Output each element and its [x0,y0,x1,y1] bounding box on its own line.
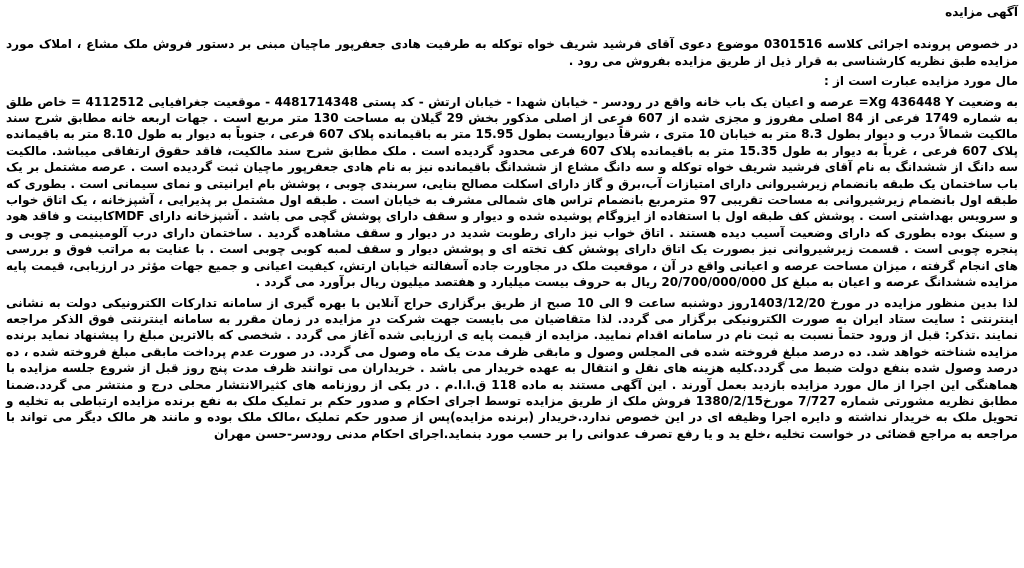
auction-notice-document [6,4,1018,442]
intro-paragraph: در خصوص پرونده اجرائی کلاسه 0301516 موضوع دعوی آقای فرشید شریف خواه توکله به طرفیت هادی جعفرپور ماچیان مبنی بر دستور فروش ملک مشاع ، املاک مورد مزایده طبق نظریه کارشناسی به قرار ذیل از طریق مزایده بفروش می رود . [6,37,1018,68]
property-description-paragraph: به وضعیت Xg 436448 Y= عرصه و اعیان یک باب خانه واقع در رودسر - خیابان شهدا - خیابان ارتش - کد پستی 4481714348 - موقعیت جغرافیایی 4112512 = خاص طلق به شماره 1749 فرعی از 84 اصلی مفروز و مجزی شده از 607 فرعی از اصلی مذکور بخش 29 گیلان به مساحت 130 متر مربع است . جهات اربعه خانه مطابق شرح سند مالکیت شمالاً درب و دیوار بطول 8.3 متر به خیابان 10 متری ، شرقاً دیواریست بطول 15.95 متر به باقیمانده پلاک 607 فرعی ، جنوباً به دیوار به طول 8.10 متر به باقیمانده پلاک 607 فرعی ، غرباً به دیوار به طول 15.35 متر به باقیمانده پلاک 607 فرعی محدود گردیده است . ملک مطابق شرح سند مالکیت، فاقد حقوق ارتفاقی میباشد. مالکیت سه دانگ از ششدانگ به نام آقای فرشید شریف خواه توکله و سه دانگ مشاع از ششدانگ باقیمانده نیز به نام هادی جعفرپور ماچیان ثبت گردیده است . عرصه مشتمل بر یک باب ساختمان یک طبقه بانضمام زیرشیروانی دارای امتیازات آب،برق و گاز دارای اسکلت مصالح بنایی، سربندی چوبی ، پوشش بام ایرانیتی و نمای سیمانی است . بطوری که طبقه اول بانضمام زیرشیروانی به مساحت تقریبی 97 مترمربع بانضمام تراس های شمالی مشرف به خیابان است . طبقه اول مشتمل بر پذیرایی ، آشپزخانه ، یک اتاق خواب و سرویس بهداشتی است . پوشش کف طبقه اول با استفاده از ایزوگام پوشیده شده و دیوار و سقف دارای پوشش گچی می باشد . آشپزخانه دارای MDFکابینت و فاقد هود و سینک بوده بطوری که دارای وضعیت آسیب دیده هستند . اتاق خواب نیز دارای رطوبت شدید در دیوار و سقف مشاهده گردید . ساختمان دارای درب آلومینیمی و چوبی و پنجره چوبی است . قسمت زیرشیروانی نیز بصورت یک اتاق دارای پوشش کف تخته ای و پوشش دیوار و سقف لمبه کوبی چوبی است . با عنایت به مراتب فوق و بررسی های انجام گرفته ، میزان مساحت عرصه و اعیانی واقع در آن ، موقعیت ملک در مجاورت جاده آسفالته خیابان ارتش، کیفیت اعیانی و جمیع جهات مؤثر در ارزیابی، قیمت پایه مزایده ششدانگ عرصه و اعیان به مبلغ کل 20/700/000/000 ریال به حروف بیست میلیارد و هفتصد میلیون ریال برآورد می گردد . [6,94,1019,290]
auction-terms-paragraph: لذا بدین منظور مزایده در مورخ 1403/12/20روز دوشنبه ساعت 9 الی 10 صبح از طریق برگزاری حراج آنلاین با بهره گیری از سامانه تدارکات الکترونیکی دولت به نشانی اینترنتی : سایت ستاد ایران به صورت الکترونیکی برگزار می گردد. لذا متقاضیان می بایست جهت شرکت در مزایده در زمان مقرر به سامانه اینترنتی فوق الذکر مراجعه نمایند .تذکر: قبل از ورود حتماً نسبت به ثبت نام در سامانه اقدام نمایید. مزایده از قیمت پایه ی ارزیابی شده آغاز می گردد . شخصی که بالاترین مبلغ را پیشنهاد نماید برنده مزایده شناخته خواهد شد. ده درصد مبلغ فروخته شده فی المجلس وصول و مابقی ظرف مدت یک ماه وصول می گردد. در صورت عدم پرداخت مابقی مبلغ فروخته شده ، ده درصد وصول شده بنفع دولت ضبط می گردد.کلیه هزینه های نقل و انتقال به عهده خریدار می باشد . خریداران می توانند ظرف مدت پنج روز قبل از شروع جلسه مزایده با هماهنگی این اجرا از مال مورد مزایده بازدید بعمل آورند . این آگهی مستند به ماده 118 ق.ا.ا.م . در یکی از روزنامه های کثیرالانتشار محلی درج و منتشر می گردد.ضمنا مطابق نظریه مشورتی شماره 7/727 مورخ1380/2/15 فروش ملک از طریق مزایده توسط اجرای احکام و صدور حکم بر تملیک ملک به نفع برنده مزایده ارتباطی به تخلیه و تحویل ملک به خریدار نداشته و دایره اجرا وظیفه ای در این خصوص ندارد.خریدار (برنده مزایده)پس از صدور حکم تملیک ،مالک ملک بوده و مانند هر مالک دیگر می تواند با مراجعه به مراجع قضائی در خواست تخلیه ،خلع ید و یا رفع تصرف عدوانی را بر حسب مورد بنماید.اجرای احکام مدنی رودسر-حسن مهران [6,295,1018,441]
document-title: آگهی مزایده [945,5,1018,19]
property-heading: مال مورد مزایده عبارت است از : [824,74,1018,89]
